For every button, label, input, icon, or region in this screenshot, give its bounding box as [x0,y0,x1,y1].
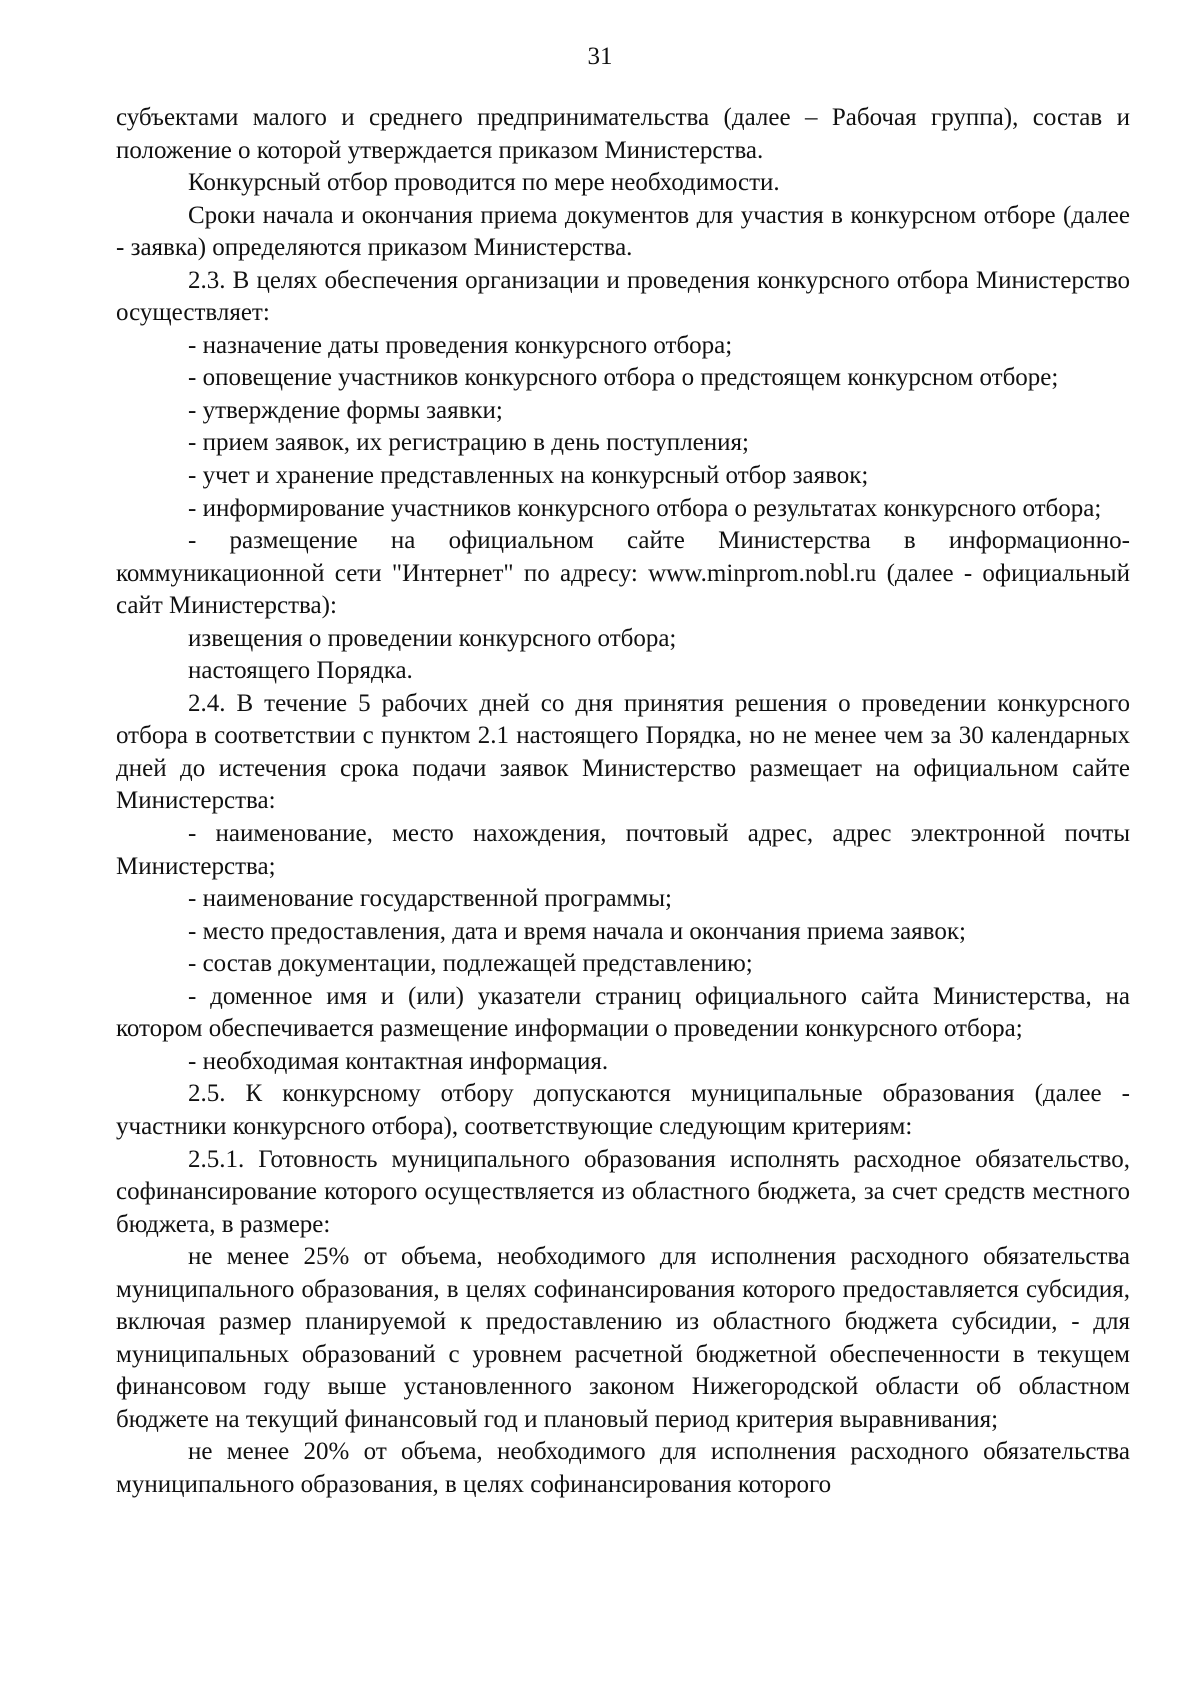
paragraph: Сроки начала и окончания приема документов для участия в конкурсном отборе (далее - заявка) определяются приказом Министерства. [116,201,1130,262]
list-item: - необходимая контактная информация. [188,1047,609,1075]
paragraph: 2.4. В течение 5 рабочих дней со дня принятия решения о проведении конкурсного отбора в соответствии с пунктом 2.1 настоящего Порядка, но не менее чем за 30 календарных дней до истечения срока подачи заявок Министерство размещает на официальном сайте Министерства: [116,689,1130,815]
list-item: - наименование государственной программы; [188,885,672,913]
paragraph: не менее 20% от объема, необходимого для исполнения расходного обязательства муниципального образования, в целях софинансирования которого [116,1438,1130,1498]
paragraph: настоящего Порядка. [188,657,413,685]
paragraph: 2.5.1. Готовность муниципального образования исполнять расходное обязательство, софинансирование которого осуществляется из областного бюджета, за счет средств местного бюджета, в размере: [116,1145,1130,1238]
list-item: - размещение на официальном сайте Министерства в информационно-коммуникационной сети "Интернет" по адресу: www.minprom.nobl.ru (далее - официальный сайт Министерства): [116,527,1130,620]
list-item: - учет и хранение представленных на конкурсный отбор заявок; [188,462,869,490]
paragraph: не менее 25% от объема, необходимого для исполнения расходного обязательства муниципального образования, в целях софинансирования которого предоставляется субсидия, включая размер планируемой к предоставлению из областного бюджета субсидии, - для муниципальных образований с уровнем расчетной бюджетной обеспеченности в текущем финансовом году выше установленного законом Нижегородской области об областном бюджете на текущий финансовый год и плановый период критерия выравнивания; [116,1243,1130,1433]
list-item: - доменное имя и (или) указатели страниц официального сайта Министерства, на котором обеспечивается размещение информации о проведении конкурсного отбора; [116,982,1130,1043]
list-item: - оповещение участников конкурсного отбора о предстоящем конкурсном отборе; [188,364,1059,392]
page-number: 31 [587,43,613,70]
list-item: - информирование участников конкурсного отбора о результатах конкурсного отбора; [188,494,1102,522]
paragraph: 2.5. К конкурсному отбору допускаются муниципальные образования (далее - участники конкурсного отбора), соответствующие следующим критериям: [116,1080,1130,1140]
paragraph: Конкурсный отбор проводится по мере необходимости. [188,169,780,197]
list-item: - прием заявок, их регистрацию в день поступления; [188,429,749,457]
list-item: - место предоставления, дата и время начала и окончания приема заявок; [188,917,966,945]
paragraph: 2.3. В целях обеспечения организации и проведения конкурсного отбора Министерство осуществляет: [116,266,1130,327]
document-body [116,102,1130,1502]
list-item: - утверждение формы заявки; [188,396,503,424]
paragraph: извещения о проведении конкурсного отбора; [188,624,677,652]
list-item: - назначение даты проведения конкурсного отбора; [188,331,733,359]
paragraph: субъектами малого и среднего предпринимательства (далее – Рабочая группа), состав и положение о которой утверждается приказом Министерства. [116,104,1130,164]
list-item: - состав документации, подлежащей представлению; [188,950,753,978]
list-item: - наименование, место нахождения, почтовый адрес, адрес электронной почты Министерства; [116,820,1130,880]
